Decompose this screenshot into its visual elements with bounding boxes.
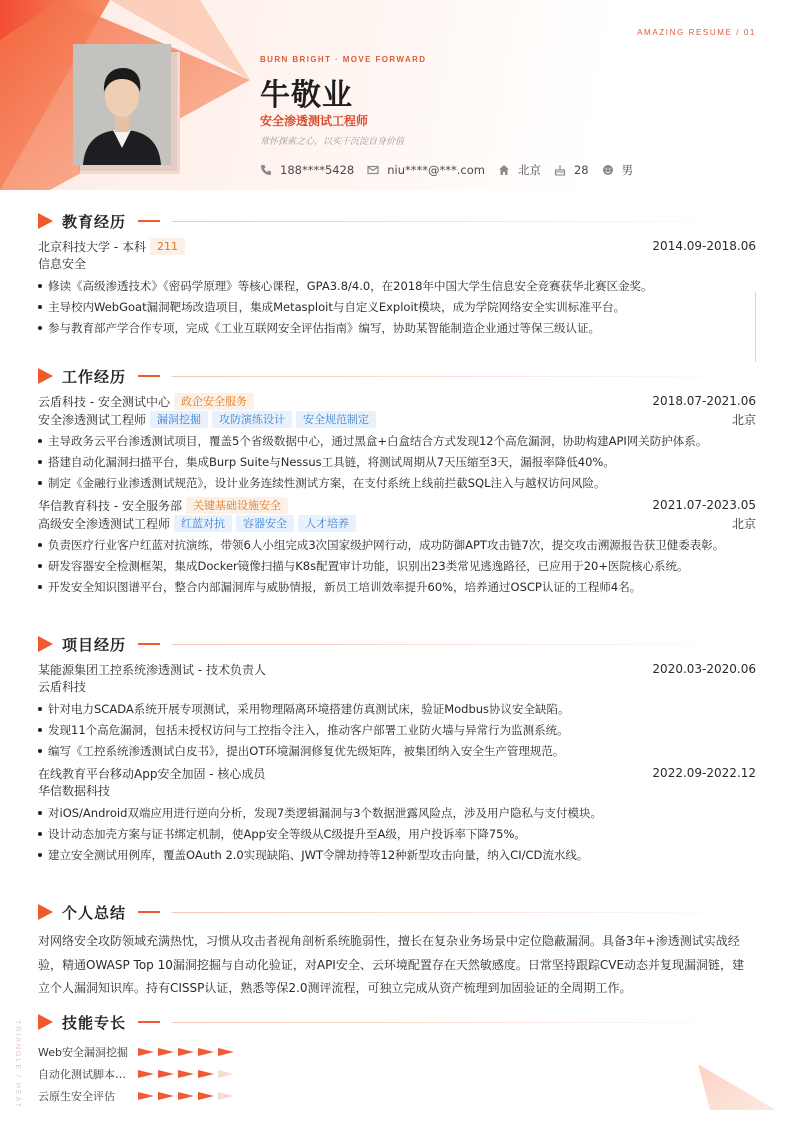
section-header bbox=[38, 211, 756, 231]
skill-item bbox=[38, 1041, 398, 1063]
contact-age bbox=[554, 163, 589, 177]
level-flag-icon bbox=[138, 1048, 154, 1056]
role-tag: 红蓝对抗 bbox=[174, 515, 232, 532]
city-value: 北京 bbox=[517, 163, 541, 177]
section-title: 个人总结 bbox=[62, 903, 127, 922]
home-icon bbox=[498, 164, 511, 177]
list-item: 发现11个高危漏洞，包括未授权访问与工控指令注入，推动客户部署工业防火墙与异常行为监测系统。 bbox=[38, 722, 756, 738]
company-name: 云盾科技 - 安全测试中心 bbox=[38, 394, 170, 409]
section-dash bbox=[138, 375, 160, 377]
skill-name: Web安全漏洞挖掘 bbox=[38, 1046, 128, 1059]
email-value: niu****@***.com bbox=[387, 163, 485, 177]
project-name: 某能源集团工控系统渗透测试 - 技术负责人 bbox=[38, 662, 266, 677]
phone-value: 188****5428 bbox=[280, 163, 355, 177]
list-item: 编写《工控系统渗透测试白皮书》，提出OT环境漏洞修复优先级矩阵，被集团纳入安全生产管理规范。 bbox=[38, 743, 756, 759]
list-item: 主导校内WebGoat漏洞靶场改造项目，集成Metasploit与自定义Exploit模块，成为学院网络安全实训标准平台。 bbox=[38, 299, 756, 315]
job-period: 2018.07-2021.06 bbox=[652, 394, 756, 408]
age-value: 28 bbox=[573, 163, 589, 177]
section-divider bbox=[172, 912, 756, 913]
job-row bbox=[38, 392, 756, 410]
skill-item bbox=[38, 1063, 398, 1085]
list-item: 研发容器安全检测框架，集成Docker镜像扫描与K8s配置审计功能，识别出23类常见逃逸路径，已应用于20+医院核心系统。 bbox=[38, 558, 756, 574]
education-section bbox=[38, 211, 756, 341]
school-badge: 211 bbox=[150, 238, 185, 255]
project-org: 云盾科技 bbox=[38, 680, 87, 694]
company-tag: 政企安全服务 bbox=[174, 393, 254, 410]
project-row bbox=[38, 764, 756, 782]
job-bullets bbox=[38, 537, 756, 595]
contact-email bbox=[367, 163, 485, 177]
skill-name: 云原生安全评估 bbox=[38, 1090, 115, 1103]
triangle-icon bbox=[38, 904, 53, 920]
list-item: 针对电力SCADA系统开展专项测试，采用物理隔离环境搭建仿真测试床，验证Modbus协议安全缺陷。 bbox=[38, 701, 756, 717]
project-period: 2020.03-2020.06 bbox=[652, 662, 756, 676]
list-item: 设计动态加壳方案与证书绑定机制，使App安全等级从C级提升至A级，用户投诉率下降75%。 bbox=[38, 826, 756, 842]
section-divider bbox=[172, 221, 756, 222]
triangle-icon bbox=[38, 213, 53, 229]
list-item: 主导政务云平台渗透测试项目，覆盖5个省级数据中心，通过黑盒+白盒结合方式发现12个高危漏洞，协助构建API网关防护体系。 bbox=[38, 433, 756, 449]
skills-list bbox=[38, 1041, 756, 1107]
triangle-icon bbox=[38, 1014, 53, 1030]
job-row bbox=[38, 496, 756, 514]
education-period: 2014.09-2018.06 bbox=[652, 239, 756, 253]
level-flag-icon bbox=[158, 1070, 174, 1078]
section-dash bbox=[138, 220, 160, 222]
contact-phone bbox=[260, 163, 354, 177]
motto: BURN BRIGHT · MOVE FORWARD bbox=[260, 55, 427, 64]
triangle-icon bbox=[38, 636, 53, 652]
list-item: 搭建自动化漏洞扫描平台，集成Burp Suite与Nessus工具链，将测试周期从7天压缩至3天，漏报率降低40%。 bbox=[38, 454, 756, 470]
project-period: 2022.09-2022.12 bbox=[652, 766, 756, 780]
list-item: 修读《高级渗透技术》《密码学原理》等核心课程，GPA3.8/4.0，在2018年中国大学生信息安全竞赛获华北赛区金奖。 bbox=[38, 278, 756, 294]
level-flag-icon bbox=[178, 1092, 194, 1100]
project-org: 华信数据科技 bbox=[38, 784, 111, 798]
contact-bar bbox=[260, 162, 646, 178]
person-name: 牛敬业 bbox=[260, 78, 353, 113]
section-title: 教育经历 bbox=[62, 212, 127, 231]
section-title: 工作经历 bbox=[62, 367, 127, 386]
section-header bbox=[38, 366, 756, 386]
list-item: 参与教育部产学合作专项，完成《工业互联网安全评估指南》编写，协助某智能制造企业通过等保三级认证。 bbox=[38, 320, 756, 336]
job-city: 北京 bbox=[731, 412, 756, 427]
tagline: 常怀探索之心，以实干沉淀自身价值 bbox=[260, 137, 405, 147]
level-flag-icon bbox=[158, 1048, 174, 1056]
level-flag-icon bbox=[218, 1070, 234, 1078]
job-bullets bbox=[38, 433, 756, 491]
project-bullets bbox=[38, 805, 756, 863]
role-name: 高级安全渗透测试工程师 bbox=[38, 516, 171, 531]
level-flag-icon bbox=[198, 1048, 214, 1056]
major: 信息安全 bbox=[38, 257, 87, 271]
skill-level bbox=[138, 1092, 238, 1100]
cake-icon bbox=[554, 164, 567, 177]
level-flag-icon bbox=[198, 1070, 214, 1078]
level-flag-icon bbox=[218, 1048, 234, 1056]
contact-gender bbox=[602, 162, 634, 178]
role-tag: 安全规范制定 bbox=[296, 411, 376, 428]
section-dash bbox=[138, 911, 160, 913]
role-tag: 漏洞挖掘 bbox=[150, 411, 208, 428]
level-flag-icon bbox=[178, 1048, 194, 1056]
list-item: 建立安全测试用例库，覆盖OAuth 2.0实现缺陷、JWT令牌劫持等12种新型攻击向量，纳入CI/CD流水线。 bbox=[38, 847, 756, 863]
work-section bbox=[38, 366, 756, 600]
role-tag: 人才培养 bbox=[298, 515, 356, 532]
project-name: 在线教育平台移动App安全加固 - 核心成员 bbox=[38, 766, 266, 781]
company-name: 华信教育科技 - 安全服务部 bbox=[38, 498, 182, 513]
education-row bbox=[38, 237, 756, 255]
side-label: TRIANGLE / HEAT bbox=[14, 1020, 21, 1109]
section-title: 技能专长 bbox=[62, 1013, 127, 1032]
gender-value: 男 bbox=[621, 163, 634, 177]
level-flag-icon bbox=[178, 1070, 194, 1078]
role-name: 安全渗透测试工程师 bbox=[38, 412, 147, 427]
section-header bbox=[38, 902, 756, 922]
list-item: 开发安全知识图谱平台，整合内部漏洞库与威胁情报，新员工培训效率提升60%，培养通过OSCP认证的工程师4名。 bbox=[38, 579, 756, 595]
level-flag-icon bbox=[138, 1070, 154, 1078]
company-tag: 关键基础设施安全 bbox=[186, 497, 288, 514]
list-item: 负责医疗行业客户红蓝对抗演练，带领6人小组完成3次国家级护网行动，成功防御APT攻击链7次，提交攻击溯源报告获卫健委表彰。 bbox=[38, 537, 756, 553]
role-row bbox=[38, 410, 756, 428]
summary-text: 对网络安全攻防领域充满热忱，习惯从攻击者视角剖析系统脆弱性，擅长在复杂业务场景中定位隐蔽漏洞。具备3年+渗透测试实战经验，精通OWASP Top 10漏洞挖掘与自动化验证，对API安全、云环境配置存在天然敏感度。日常坚持跟踪CVE动态并复现漏洞链，建立个人漏洞知识库。持有CISSP认证，熟悉等保2.0测评流程，可独立完成从资产梳理到加固验证的全周期工作。 bbox=[38, 934, 745, 995]
section-divider bbox=[172, 644, 756, 645]
role-tag: 容器安全 bbox=[236, 515, 294, 532]
job-city: 北京 bbox=[731, 516, 756, 531]
section-header bbox=[38, 1012, 756, 1032]
avatar-photo bbox=[73, 44, 171, 165]
triangle-icon bbox=[38, 368, 53, 384]
education-bullets bbox=[38, 278, 756, 336]
mail-icon bbox=[367, 164, 380, 177]
section-header bbox=[38, 634, 756, 654]
project-row bbox=[38, 660, 756, 678]
skill-name: 自动化测试脚本… bbox=[38, 1068, 126, 1081]
skill-level bbox=[138, 1048, 238, 1056]
corner-triangle bbox=[690, 1060, 794, 1123]
level-flag-icon bbox=[158, 1092, 174, 1100]
project-bullets bbox=[38, 701, 756, 759]
page-tag: AMAZING RESUME / 01 bbox=[637, 28, 756, 37]
role-tag: 攻防演练设计 bbox=[212, 411, 292, 428]
list-item: 制定《金融行业渗透测试规范》，设计业务连续性测试方案，在支付系统上线前拦截SQL注入与越权访问风险。 bbox=[38, 475, 756, 491]
section-divider bbox=[172, 1022, 756, 1023]
list-item: 对iOS/Android双端应用进行逆向分析，发现7类逻辑漏洞与3个数据泄露风险点，涉及用户隐私与支付模块。 bbox=[38, 805, 756, 821]
school-name: 北京科技大学 - 本科 bbox=[38, 239, 146, 254]
section-title: 项目经历 bbox=[62, 635, 127, 654]
face-icon bbox=[602, 164, 615, 177]
section-dash bbox=[138, 643, 160, 645]
summary-section bbox=[38, 902, 756, 1001]
projects-section bbox=[38, 634, 756, 868]
level-flag-icon bbox=[198, 1092, 214, 1100]
section-dash bbox=[138, 1021, 160, 1023]
contact-city bbox=[498, 162, 541, 178]
skill-level bbox=[138, 1070, 238, 1078]
decorative-bar bbox=[755, 292, 756, 362]
section-divider bbox=[172, 376, 756, 377]
job-period: 2021.07-2023.05 bbox=[652, 498, 756, 512]
level-flag-icon bbox=[218, 1092, 234, 1100]
skills-section bbox=[38, 1012, 756, 1107]
level-flag-icon bbox=[138, 1092, 154, 1100]
skill-item bbox=[38, 1085, 398, 1107]
phone-icon bbox=[260, 164, 273, 177]
role-row bbox=[38, 514, 756, 532]
job-title: 安全渗透测试工程师 bbox=[260, 114, 369, 128]
